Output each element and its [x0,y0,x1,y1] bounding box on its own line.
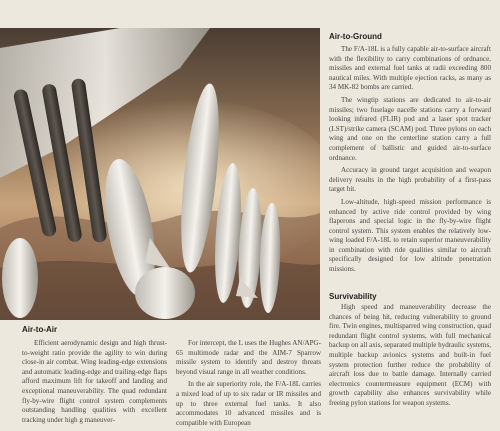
air-to-ground-text [329,45,491,278]
heading-air-to-air: Air-to-Air [22,325,58,334]
paragraph: Accuracy in ground target acquisition and weapon delivery results in the high probability of a first-pass target hit. [329,166,491,194]
paragraph: In the air superiority role, the F/A-18L carries a mixed load of up to six radar or IR missiles and up to three external fuel tanks. It also accommodates 10 advanced missiles and is compatible with European [176,380,321,427]
air-to-air-text-mid [176,339,321,431]
paragraph: High speed and maneuverability decrease the chances of being hit, reducing vulnerability to ground fire. Twin engines, multisparred wing construction, quad redundant flight control systems, with full mechanical backup on all axis, separated multiple hydraulic systems, multiple backup avionics systems and built-in fuel system protection further reduce the probability of aircraft loss due to battle damage. Internally carried electronics countermeasure equipment (ECM) with growth capability also enhances survivability while freeing pylon stations for weapon systems. [329,303,491,407]
paragraph: The F/A-18L is a fully capable air-to-surface aircraft with the flexibility to carry combinations of ordnance, missiles and external fuel tanks at radii exceeding 800 nautical miles. With multiple ejection racks, as many as 34 MK-82 bombs are carried. [329,45,491,92]
survivability-text [329,303,491,412]
heading-air-to-ground: Air-to-Ground [329,32,382,41]
paragraph: Efficient aerodynamic design and high thrust-to-weight ratio provide the agility to win during close-in air combat. Wing leading-edge extensions and automatic leading-edge and trailing-edge flaps afford maximum lift for takeoff and landing and exceptional maneuverability. The quad redundant fly-by-wire flight control system complements outstanding handling qualities with excellent tracking under high g maneuver- [22,339,167,424]
air-to-air-text-left [22,339,167,428]
aircraft-weapons-photo [0,28,320,320]
paragraph: For intercept, the L uses the Hughes AN/APG-65 multimode radar and the AIM-7 Sparrow missile system to identify and destroy threats beyond visual range in all weather conditions. [176,339,321,376]
paragraph: Low-altitude, high-speed mission performance is enhanced by active ride control provided by wing flaperons and special logic in the fly-by-wire flight control system. This system enables the relatively low-wing loaded F/A-18L to retain superior maneuverability in combination with ride qualities similar to aircraft specifically designed for low altitude penetration missions. [329,197,491,274]
paragraph: The wingtip stations are dedicated to air-to-air missiles; two fuselage nacelle stations carry a forward looking infrared (FLIR) pod and a laser spot tracker (LST)/strike camera (SCAM) pod. Three pylons on each wing and one on the centerline station carry a full complement of ballistic and guided air-to-surface ordnance. [329,95,491,162]
heading-survivability: Survivability [329,292,377,301]
